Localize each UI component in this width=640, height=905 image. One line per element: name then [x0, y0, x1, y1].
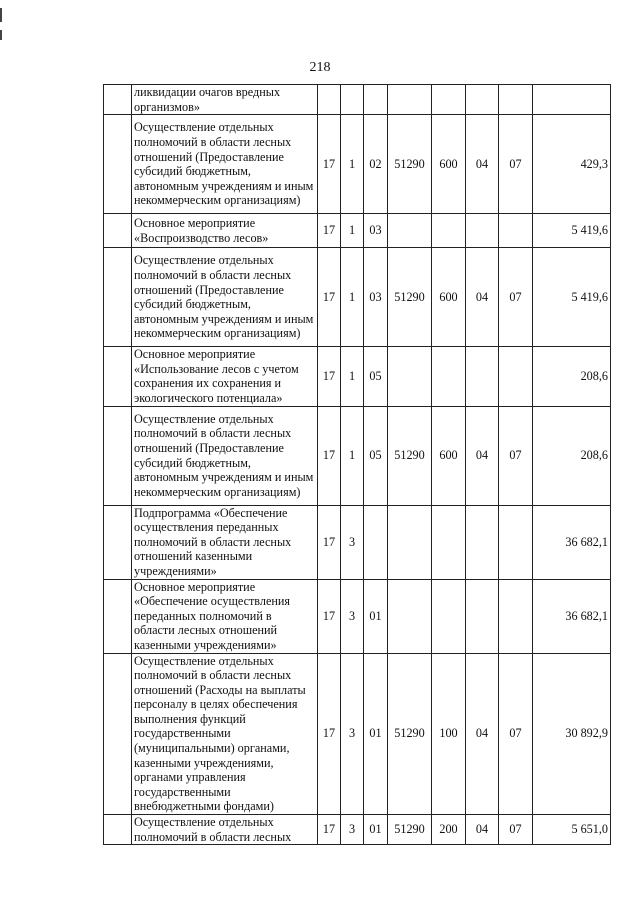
code-expense-type-cell [432, 505, 466, 579]
code-direction-cell: 51290 [388, 815, 432, 845]
code-section-cell [466, 505, 499, 579]
row-name-cell: ликвидации очагов вредных организмов» [132, 85, 318, 115]
code-admin-cell: 17 [318, 347, 341, 406]
code-subsection-cell: 07 [499, 248, 533, 347]
code-section-cell [466, 85, 499, 115]
scan-edge-mark [0, 8, 2, 22]
row-name-cell: Осуществление отдельных полномочий в области лесных отношений (Предоставление субсидий бюджетным, автономным учреждениям и иным некоммерческим организациям) [132, 248, 318, 347]
table-row [104, 653, 611, 815]
amount-cell: 30 892,9 [533, 653, 611, 815]
table-row [104, 505, 611, 579]
code-section-cell [466, 579, 499, 653]
code-admin-cell: 17 [318, 406, 341, 505]
row-name-cell: Осуществление отдельных полномочий в области лесных отношений (Предоставление субсидий бюджетным, автономным учреждениям и иным некоммерческим организациям) [132, 115, 318, 214]
code-direction-cell: 51290 [388, 115, 432, 214]
code-expense-type-cell [432, 214, 466, 248]
code-admin-cell: 17 [318, 214, 341, 248]
amount-cell: 5 419,6 [533, 248, 611, 347]
row-name-cell: Осуществление отдельных полномочий в области лесных [132, 815, 318, 845]
row-spacer-cell [104, 347, 132, 406]
code-subsection-cell: 07 [499, 406, 533, 505]
table-row [104, 815, 611, 845]
code-subprogram-cell: 3 [341, 505, 364, 579]
code-activity-cell [364, 85, 388, 115]
budget-table [103, 84, 611, 845]
code-subprogram-cell: 1 [341, 115, 364, 214]
code-admin-cell: 17 [318, 579, 341, 653]
table-row [104, 248, 611, 347]
code-subprogram-cell [341, 85, 364, 115]
amount-cell: 36 682,1 [533, 579, 611, 653]
code-direction-cell: 51290 [388, 653, 432, 815]
code-activity-cell: 05 [364, 406, 388, 505]
code-expense-type-cell [432, 85, 466, 115]
amount-cell: 208,6 [533, 406, 611, 505]
table-row [104, 214, 611, 248]
amount-cell [533, 85, 611, 115]
table-row [104, 347, 611, 406]
code-direction-cell [388, 85, 432, 115]
code-admin-cell [318, 85, 341, 115]
budget-table-body [104, 85, 611, 845]
code-subprogram-cell: 1 [341, 406, 364, 505]
row-name-cell: Основное мероприятие «Обеспечение осуществления переданных полномочий в области лесных отношений казенными учреждениями» [132, 579, 318, 653]
table-row [104, 115, 611, 214]
code-section-cell: 04 [466, 815, 499, 845]
code-expense-type-cell: 600 [432, 115, 466, 214]
code-expense-type-cell: 200 [432, 815, 466, 845]
code-admin-cell: 17 [318, 653, 341, 815]
code-direction-cell [388, 579, 432, 653]
table-row [104, 85, 611, 115]
code-expense-type-cell [432, 347, 466, 406]
code-subsection-cell [499, 579, 533, 653]
code-section-cell: 04 [466, 115, 499, 214]
amount-cell: 5 651,0 [533, 815, 611, 845]
code-subprogram-cell: 1 [341, 347, 364, 406]
code-direction-cell [388, 505, 432, 579]
code-direction-cell [388, 347, 432, 406]
code-admin-cell: 17 [318, 505, 341, 579]
table-row [104, 579, 611, 653]
code-expense-type-cell [432, 579, 466, 653]
code-admin-cell: 17 [318, 115, 341, 214]
code-section-cell [466, 214, 499, 248]
code-activity-cell: 03 [364, 248, 388, 347]
code-subsection-cell: 07 [499, 815, 533, 845]
code-subsection-cell [499, 347, 533, 406]
row-name-cell: Основное мероприятие «Воспроизводство лесов» [132, 214, 318, 248]
code-expense-type-cell: 100 [432, 653, 466, 815]
code-subsection-cell: 07 [499, 653, 533, 815]
code-activity-cell [364, 505, 388, 579]
code-direction-cell [388, 214, 432, 248]
code-activity-cell: 01 [364, 815, 388, 845]
code-direction-cell: 51290 [388, 406, 432, 505]
code-activity-cell: 03 [364, 214, 388, 248]
code-subsection-cell [499, 505, 533, 579]
code-subprogram-cell: 1 [341, 214, 364, 248]
row-name-cell: Основное мероприятие «Использование лесов с учетом сохранения их сохранения и экологического потенциала» [132, 347, 318, 406]
code-direction-cell: 51290 [388, 248, 432, 347]
row-name-cell: Осуществление отдельных полномочий в области лесных отношений (Предоставление субсидий бюджетным, автономным учреждениям и иным некоммерческим организациям) [132, 406, 318, 505]
amount-cell: 208,6 [533, 347, 611, 406]
row-spacer-cell [104, 653, 132, 815]
code-subsection-cell: 07 [499, 115, 533, 214]
row-name-cell: Осуществление отдельных полномочий в области лесных отношений (Расходы на выплаты персоналу в целях обеспечения выполнения функций государственными (муниципальными) органами, казенными учреждениями, органами управления государственными внебюджетными фондами) [132, 653, 318, 815]
row-spacer-cell [104, 505, 132, 579]
amount-cell: 36 682,1 [533, 505, 611, 579]
row-name-cell: Подпрограмма «Обеспечение осуществления переданных полномочий в области лесных отношений казенными учреждениями» [132, 505, 318, 579]
code-activity-cell: 01 [364, 653, 388, 815]
code-subsection-cell [499, 85, 533, 115]
code-activity-cell: 05 [364, 347, 388, 406]
code-admin-cell: 17 [318, 815, 341, 845]
table-row [104, 406, 611, 505]
row-spacer-cell [104, 248, 132, 347]
scan-edge-mark [0, 30, 2, 40]
row-spacer-cell [104, 214, 132, 248]
code-section-cell: 04 [466, 406, 499, 505]
code-section-cell: 04 [466, 248, 499, 347]
amount-cell: 429,3 [533, 115, 611, 214]
row-spacer-cell [104, 115, 132, 214]
code-expense-type-cell: 600 [432, 248, 466, 347]
code-activity-cell: 02 [364, 115, 388, 214]
row-spacer-cell [104, 815, 132, 845]
row-spacer-cell [104, 579, 132, 653]
page-number: 218 [309, 60, 331, 75]
code-subprogram-cell: 1 [341, 248, 364, 347]
code-section-cell [466, 347, 499, 406]
code-section-cell: 04 [466, 653, 499, 815]
code-activity-cell: 01 [364, 579, 388, 653]
code-subprogram-cell: 3 [341, 815, 364, 845]
code-subprogram-cell: 3 [341, 653, 364, 815]
code-subprogram-cell: 3 [341, 579, 364, 653]
code-admin-cell: 17 [318, 248, 341, 347]
code-expense-type-cell: 600 [432, 406, 466, 505]
row-spacer-cell [104, 85, 132, 115]
code-subsection-cell [499, 214, 533, 248]
row-spacer-cell [104, 406, 132, 505]
amount-cell: 5 419,6 [533, 214, 611, 248]
